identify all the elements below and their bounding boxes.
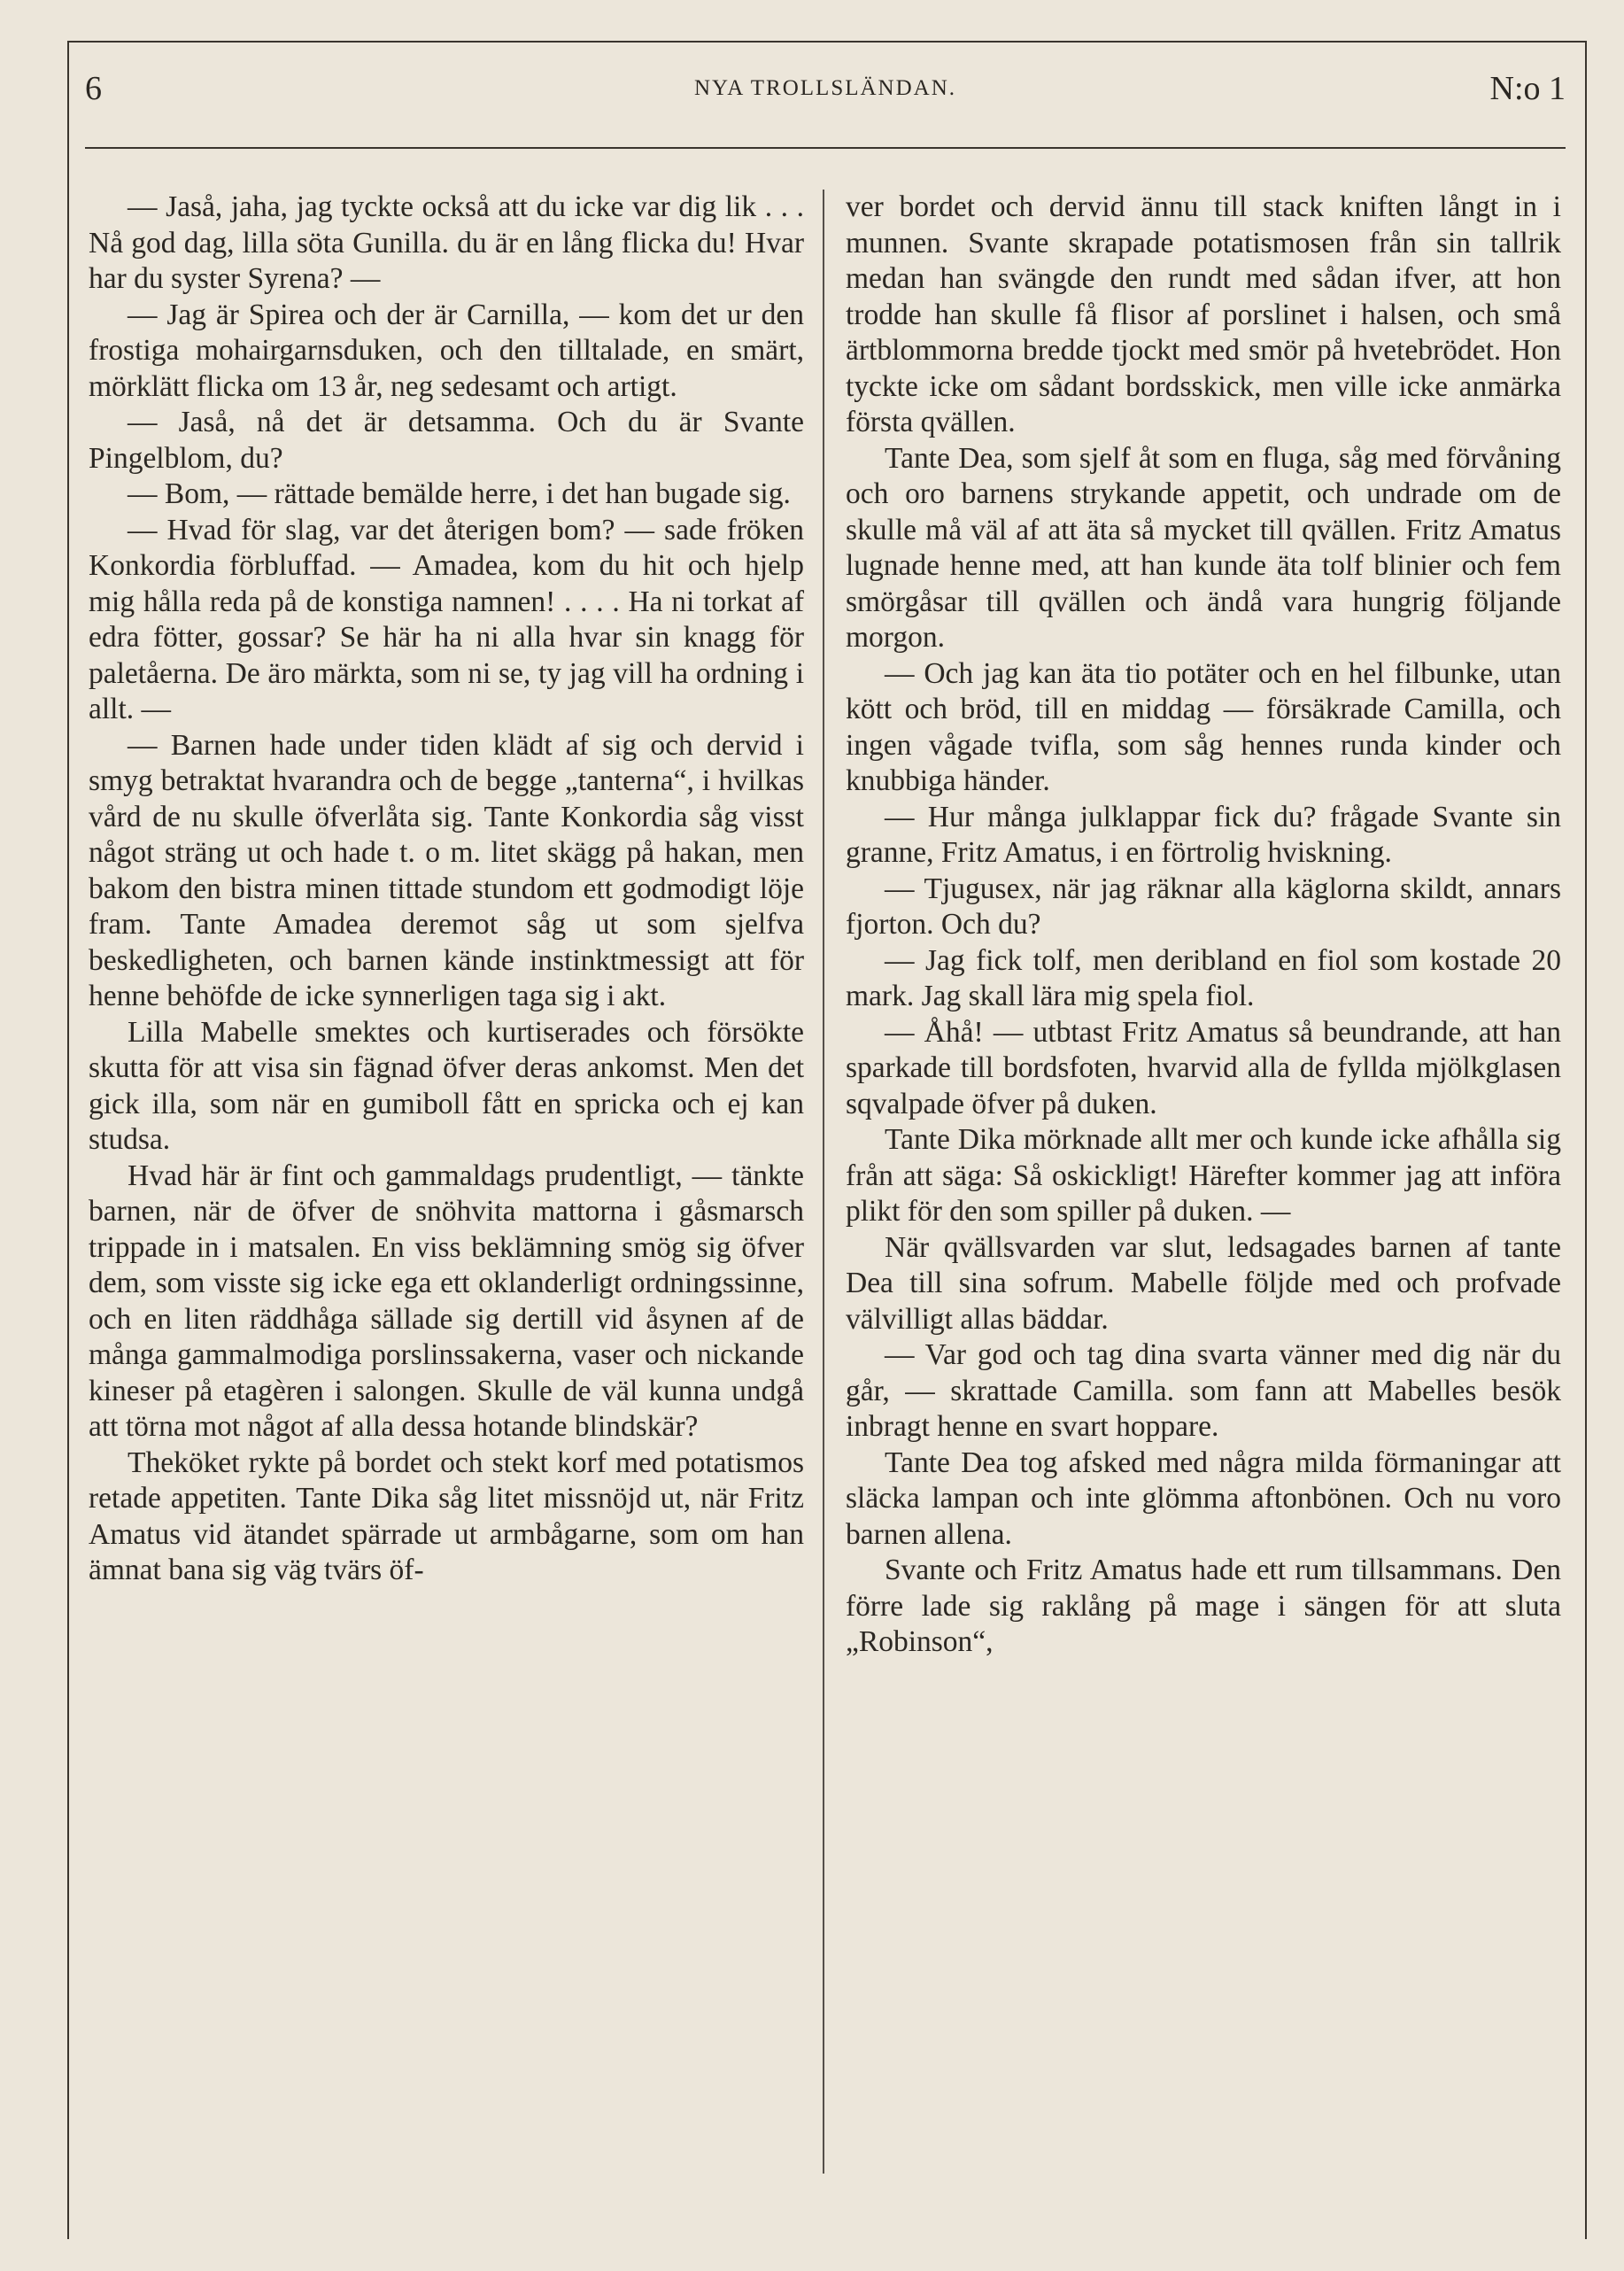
page-number: 6 <box>85 70 102 107</box>
paragraph: — Barnen hade under tiden klädt af sig och dervid i smyg betraktat hvarandra och de begge „tanterna“, i hvilkas vård de nu skulle öfverlåta sig. Tante Konkordia såg visst något sträng ut och hade t. o m. litet skägg på hakan, men bakom den bistra minen tittade stundom ett godmodigt löje fram. Tante Amadea deremot såg ut som sjelfva beskedligheten, och barnen kände instinktmessigt att för henne behöfde de icke synnerligen taga sig i akt. <box>89 728 804 1012</box>
paragraph: — Hvad för slag, var det återigen bom? — sade fröken Konkordia förbluffad. — Amadea, kom du hit och hjelp mig hålla reda på de konstiga namnen! . . . . Ha ni torkat af edra fötter, gossar? Se här ha ni alla hvar sin knagg för paletåerna. De äro märkta, som ni se, ty jag vill ha ordning i allt. — <box>89 513 804 725</box>
paragraph: — Jag fick tolf, men deribland en fiol som kostade 20 mark. Jag skall lära mig spela fiol. <box>846 943 1561 1012</box>
left-column <box>89 190 804 1589</box>
paragraph: — Jag är Spirea och der är Carnilla, — kom det ur den frostiga mohairgarnsduken, och den tilltalade, en smärt, mörklätt flicka om 13 år, neg sedesamt och artigt. <box>89 298 804 403</box>
page-header <box>85 69 1566 122</box>
paragraph: Svante och Fritz Amatus hade ett rum tillsammans. Den förre lade sig raklång på mage i sängen för att sluta „Robinson“, <box>846 1554 1561 1658</box>
paragraph: — Hur många julklappar fick du? frågade Svante sin granne, Fritz Amatus, i en förtrolig hviskning. <box>846 800 1561 869</box>
paragraph: — Jaså, nå det är detsamma. Och du är Svante Pingelblom, du? <box>89 406 804 475</box>
paragraph: Theköket rykte på bordet och stekt korf med potatismos retade appetiten. Tante Dika såg litet missnöjd ut, när Fritz Amatus vid ätandet spärrade ut armbågarne, som om han ämnat bana sig väg tvärs öf- <box>89 1446 804 1586</box>
paragraph: — Jaså, jaha, jag tyckte också att du icke var dig lik . . . Nå god dag, lilla söta Gunilla. du är en lång flicka du! Hvar har du syster Syrena? — <box>89 190 804 295</box>
paragraph: Lilla Mabelle smektes och kurtiserades och försökte skutta för att visa sin fägnad öfver deras ankomst. Men det gick illa, som när en gumiboll fått en spricka och ej kan studsa. <box>89 1015 804 1156</box>
paragraph: ver bordet och dervid ännu till stack kniften långt in i munnen. Svante skrapade potatismosen från sin tallrik medan han svängde den rundt med sådan ifver, att hon trodde han skulle få flisor af porslinet i halsen, och små ärtblommorna bredde tjockt med smör på hvetebrödet. Hon tyckte icke om sådant bordsskick, men ville icke anmärka första qvällen. <box>846 190 1561 438</box>
paragraph: Tante Dika mörknade allt mer och kunde icke afhålla sig från att säga: Så oskickligt! Härefter kommer jag att införa plikt för den som spiller på duken. — <box>846 1123 1561 1228</box>
paragraph: Tante Dea tog afsked med några milda förmaningar att släcka lampan och inte glömma aftonbönen. Och nu voro barnen allena. <box>846 1446 1561 1551</box>
paragraph: — Bom, — rättade bemälde herre, i det han bugade sig. <box>128 477 791 510</box>
issue-number: N:o 1 <box>1489 70 1566 107</box>
column-divider <box>823 190 824 2174</box>
paragraph: Tante Dea, som sjelf åt som en fluga, såg med förvåning och oro barnens strykande appetit, och undrade om de skulle må väl af att äta så mycket till qvällen. Fritz Amatus lugnade henne med, att han kunde äta tolf blinier och fem smörgåsar till qvällen och ändå vara hungrig följande morgon. <box>846 441 1561 654</box>
header-rule <box>85 147 1566 149</box>
publication-title: NYA TROLLSLÄNDAN. <box>693 76 957 100</box>
paragraph: Hvad här är fint och gammaldags prudentligt, — tänkte barnen, när de öfver de snöhvita mattorna i gåsmarsch trippade in i matsalen. En viss beklämning smög sig öfver dem, som visste sig icke ega ett oklanderligt ordningssinne, och en liten räddhåga sällade sig dertill vid åsynen af de många gammalmodiga porslinssakerna, vaser och nickande kineser på etagèren i salongen. Skulle de väl kunna undgå att törna mot något af alla dessa hotande blindskär? <box>89 1159 804 1443</box>
paragraph: — Tjugusex, när jag räknar alla käglorna skildt, annars fjorton. Och du? <box>846 872 1561 941</box>
right-column <box>846 190 1561 1661</box>
paragraph: När qvällsvarden var slut, ledsagades barnen af tante Dea till sina sofrum. Mabelle följde med och profvade välvilligt allas bäddar. <box>846 1230 1561 1336</box>
paragraph: — Var god och tag dina svarta vänner med dig när du går, — skrattade Camilla. som fann att Mabelles besök inbragt henne en svart hoppare. <box>846 1338 1561 1443</box>
paragraph: — Och jag kan äta tio potäter och en hel filbunke, utan kött och bröd, till en middag — försäkrade Camilla, och ingen vågade tvifla, som såg hennes runda kinder och knubbiga händer. <box>846 656 1561 797</box>
paragraph: — Åhå! — utbtast Fritz Amatus så beundrande, att han sparkade till bordsfoten, hvarvid alla de fyllda mjölkglasen sqvalpade öfver på duken. <box>846 1015 1561 1120</box>
